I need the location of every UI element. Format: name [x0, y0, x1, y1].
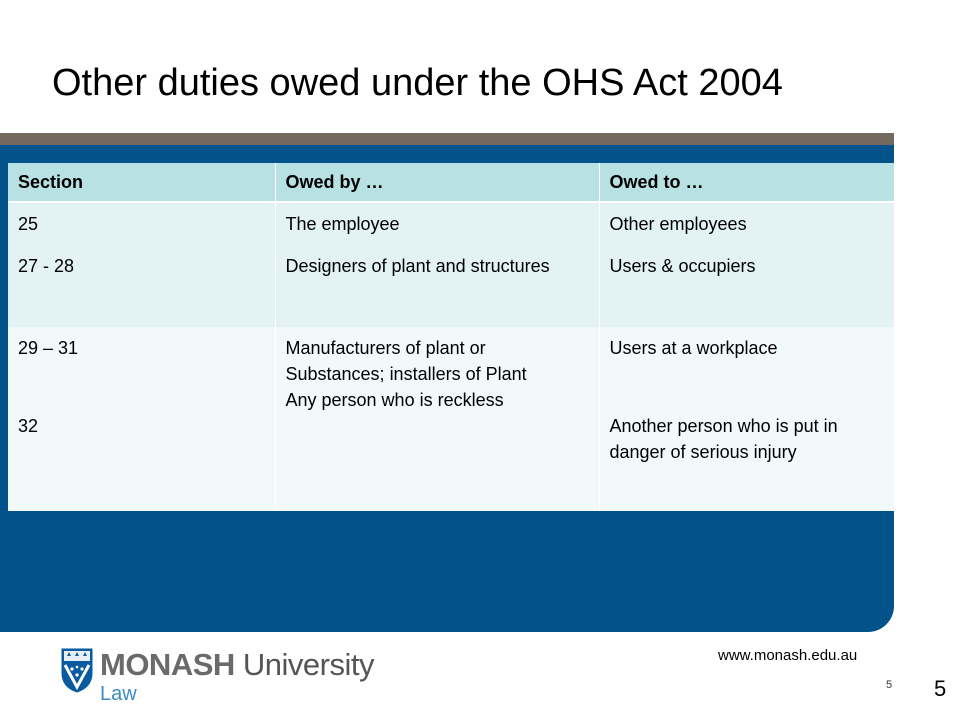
- table-cell-section: [8, 327, 275, 511]
- page-number: 5: [934, 676, 947, 701]
- duty-beneficiary: Users & occupiers: [609, 256, 756, 276]
- section-number: 25: [18, 214, 39, 234]
- logo-brand: MONASH: [100, 647, 235, 682]
- table-cell-owed-by: [275, 327, 599, 511]
- logo-university: University: [234, 647, 374, 682]
- duty-holder: Any person who is reckless: [285, 390, 504, 410]
- duty-beneficiary: Another person who is put in danger of serious injury: [609, 416, 838, 462]
- logo-faculty: Law: [100, 683, 137, 705]
- duty-holder: Manufacturers of plant or Substances; installers of Plant: [285, 338, 527, 384]
- column-header-owed-to: Owed to …: [599, 163, 894, 202]
- slide-title: Other duties owed under the OHS Act 2004: [52, 62, 783, 104]
- table-cell-section: [8, 202, 275, 327]
- crest-icon: [60, 647, 94, 693]
- section-number: 32: [18, 416, 39, 436]
- page-number-small: 5: [886, 679, 893, 691]
- title-divider: [0, 133, 894, 145]
- logo-wordmark: [100, 647, 374, 683]
- duties-table: [8, 163, 894, 511]
- table-header-row: [8, 163, 894, 202]
- table-cell-owed-by: [275, 202, 599, 327]
- duty-holder: The employee: [285, 214, 400, 234]
- duty-beneficiary: Users at a workplace: [609, 338, 778, 358]
- duty-holder: Designers of plant and structures: [285, 256, 550, 276]
- table-row: [8, 202, 894, 327]
- website-url: www.monash.edu.au: [718, 647, 858, 664]
- duty-beneficiary: Other employees: [609, 214, 747, 234]
- table-cell-owed-to: [599, 327, 894, 511]
- column-header-section: Section: [8, 163, 275, 202]
- section-number: 29 – 31: [18, 338, 79, 358]
- table-row: [8, 327, 894, 511]
- monash-university-logo: [60, 645, 380, 705]
- section-number: 27 - 28: [18, 256, 75, 276]
- table-cell-owed-to: [599, 202, 894, 327]
- column-header-owed-by: Owed by …: [275, 163, 599, 202]
